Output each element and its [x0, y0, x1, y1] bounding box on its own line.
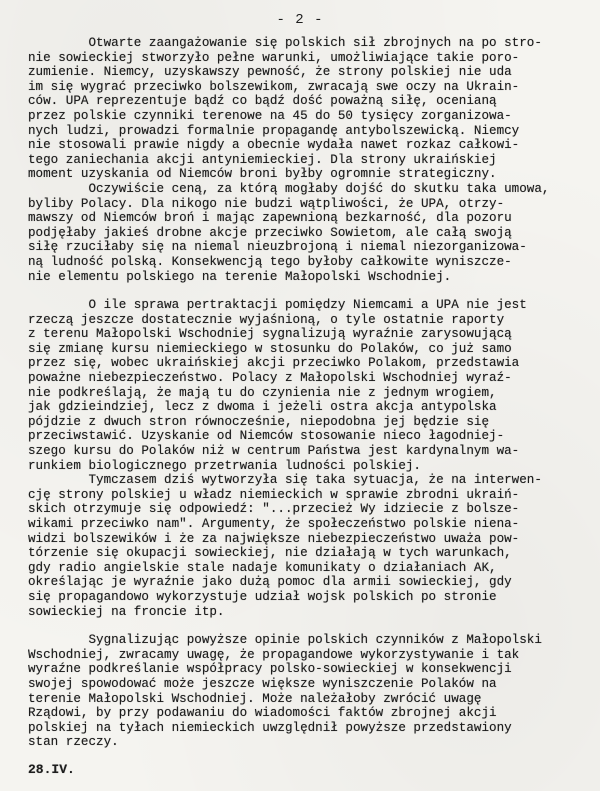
paragraph	[28, 298, 588, 619]
paragraph-gap	[28, 619, 588, 633]
text-line: podjęłaby jakieś drobne akcje przeciwko Sowietom, ale całą swoją	[28, 225, 512, 240]
text-line: stan rzeczy.	[28, 735, 119, 750]
text-line: nie podkreślają, że mają tu do czynienia nie z jednym wrogiem,	[28, 385, 497, 400]
text-line: określając je wyraźnie jako dużą pomoc dla armii sowieckiej, gdy	[28, 575, 512, 590]
text-line: Tymczasem dziś wytworzyła się taka sytuacja, że na interwen-	[28, 473, 542, 488]
paragraph	[28, 633, 588, 750]
text-line: tórzenie się okupacji sowieckiej, nie działają w tych warunkach,	[28, 546, 512, 561]
text-line: Wschodniej, zwracamy uwagę, że propagandowe wykorzystywanie i tak	[28, 647, 520, 662]
paragraph-gap	[28, 284, 588, 298]
text-line: skich otrzymuje się odpowiedź: "...przecież Wy idziecie z bolsze-	[28, 502, 520, 517]
text-line: wikami przeciwko nam". Argumenty, że społeczeństwo polskie niena-	[28, 517, 520, 531]
text-line: z terenu Małopolski Wschodniej sygnalizują wyraźnie zarysowującą	[28, 327, 512, 342]
text-line: gdy radio angielskie stale nadaje komunikaty o działaniach AK,	[28, 560, 497, 575]
text-line: Rządowi, by przy podawaniu do wiadomości faktów zbrojnej akcji	[28, 706, 497, 721]
text-line: im się wygrać przeciwko bolszewikom, zwracają swe oczy na Ukrain-	[28, 79, 520, 94]
text-line: rzeczą jeszcze dostatecznie wyjaśnioną, o tyle ostatnie raporty	[28, 312, 505, 327]
text-line: się propagandowo wykorzystuje udział wojsk polskich po stronie	[28, 589, 497, 604]
text-line: przeciwstawić. Uzyskanie od Niemców stosowanie nieco łagodniej-	[28, 429, 505, 444]
text-line: się zmianę kursu niemieckiego w stosunku do Polaków, co już samo	[28, 341, 512, 356]
text-line: pójdzie z dwuch stron równocześnie, niepodobna jej będzie się	[28, 414, 490, 429]
text-line: byliby Polacy. Dla nikogo nie budzi wątpliwości, że UPA, otrzy-	[28, 196, 505, 211]
text-line: moment uzyskania od Niemców broni byłby ogromnie strategiczny.	[28, 167, 497, 182]
text-line: nie stosowali prawie nigdy a obecnie wydała nawet rozkaz całkowi-	[28, 138, 520, 153]
text-line: jak gdzieindziej, lecz z dwoma i jeżeli ostra akcja antypolska	[28, 400, 497, 415]
text-line: zumienie. Niemcy, uzyskawszy pewność, że strony polskiej nie uda	[28, 65, 512, 80]
document-date: 28.IV.	[28, 761, 75, 777]
text-line: O ile sprawa pertraktacji pomiędzy Niemcami a UPA nie jest	[28, 298, 527, 313]
text-line: tego zaniechania akcji antyniemieckiej. Dla strony ukraińskiej	[28, 152, 497, 167]
document-body	[28, 36, 588, 777]
text-line: polskiej na tyłach niemieckich uwzględnił powyższe przedstawiony	[28, 720, 512, 735]
text-line: cję strony polskiej u władz niemieckich w sprawie zbrodni ukraiń-	[28, 487, 520, 502]
paragraph	[28, 36, 588, 284]
text-line: Oczywiście ceną, za którą mogłaby dojść do skutku taka umowa,	[28, 181, 550, 196]
text-line: przez się, wobec ukraińskiej akcji przeciwko Polakom, przedstawia	[28, 356, 520, 371]
text-line: mawszy od Niemców broń i mając zapewnioną bezkarność, dla pozoru	[28, 211, 512, 226]
text-line: nie elementu polskiego na terenie Małopolski Wschodniej.	[28, 269, 452, 284]
page-number: - 2 -	[276, 12, 324, 28]
text-line: przez polskie czynniki terenowe na 45 do 50 tysięcy zorganizowa-	[28, 108, 512, 123]
text-line: terenie Małopolski Wschodniej. Może należałoby zwrócić uwagę	[28, 691, 482, 706]
text-line: sowieckiej na froncie itp.	[28, 604, 225, 619]
text-line: wyraźne podkreślanie współpracy polsko-sowieckiej w konsekwencji	[28, 662, 512, 677]
text-line: siłę rzuciłaby się na niemal nieuzbrojoną i niemal niezorganizowa-	[28, 240, 527, 255]
text-line: ców. UPA reprezentuje bądź co bądź dość poważną siłę, ocenianą	[28, 94, 497, 109]
text-line: poważne niebezpieczeństwo. Polacy z Małopolski Wschodniej wyraź-	[28, 371, 512, 386]
text-line: ną ludność polską. Konsekwencją tego byłoby całkowite wyniszcze-	[28, 254, 512, 269]
text-line: Otwarte zaangażowanie się polskich sił zbrojnych na po stro-	[28, 36, 542, 50]
text-line: Sygnalizując powyższe opinie polskich czynników z Małopolski	[28, 633, 542, 648]
text-line: szego kursu do Polaków niż w centrum Państwa jest kardynalnym wa-	[28, 444, 520, 459]
text-line: runkiem biologicznego przetrwania ludności polskiej.	[28, 458, 421, 473]
text-line: nie sowieckiej stworzyło pełne warunki, umożliwiające takie poro-	[28, 50, 520, 65]
text-line: nych ludzi, prowadzi formalnie propagandę antybolszewicką. Niemcy	[28, 123, 520, 138]
text-line: widzi bolszewików i że za największe niebezpieczeństwo uważa pow-	[28, 531, 520, 546]
text-line: swojej spowodować może jeszcze większe wyniszczenie Polaków na	[28, 676, 497, 691]
